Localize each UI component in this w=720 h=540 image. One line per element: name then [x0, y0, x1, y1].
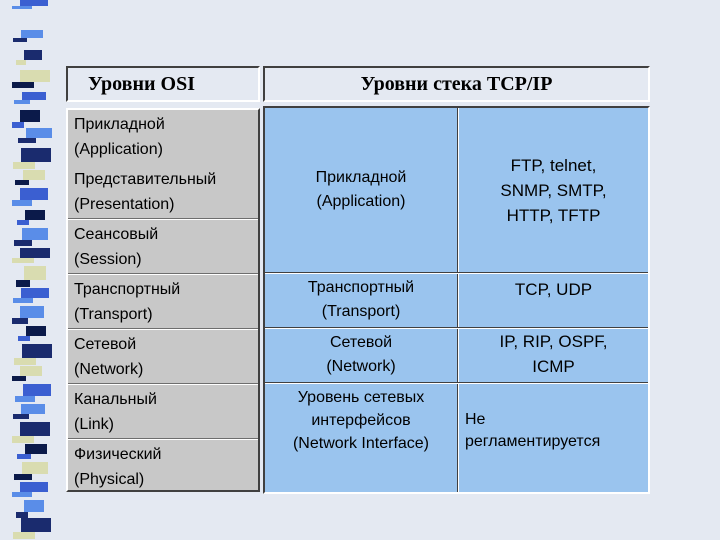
- protocol-line: SNMP, SMTP,: [500, 180, 607, 200]
- stripe-block: [18, 138, 36, 143]
- protocol-line: регламентируется: [465, 433, 601, 450]
- tcp-layer-application: [265, 108, 457, 272]
- osi-layer-transport: [68, 277, 258, 327]
- stripe-block: [13, 162, 35, 169]
- protocol-line: ICMP: [532, 357, 575, 376]
- tcp-layers-panel: [263, 106, 650, 494]
- stripe-block: [20, 422, 50, 436]
- osi-layer-name: Представительный: [74, 171, 217, 188]
- stripe-block: [15, 396, 35, 402]
- osi-separator: [68, 328, 258, 329]
- osi-separator: [68, 438, 258, 439]
- stripe-block: [20, 366, 42, 376]
- stripe-block: [14, 240, 32, 246]
- stripe-block: [23, 384, 51, 396]
- osi-layer-name: Сеансовый: [74, 226, 159, 243]
- stripe-block: [22, 228, 48, 240]
- osi-layer-session: [68, 222, 258, 272]
- stripe-block: [16, 280, 30, 287]
- osi-layer-name: Канальный: [74, 391, 157, 408]
- tcp-layer-english: (Transport): [321, 303, 401, 320]
- stripe-block: [24, 50, 42, 60]
- osi-layer-english: (Link): [74, 416, 115, 433]
- tcp-layer-english: (Application): [316, 193, 406, 210]
- stripe-block: [15, 180, 29, 185]
- osi-layer-english: (Session): [74, 251, 142, 268]
- osi-layer-name: Сетевой: [74, 336, 137, 353]
- tcp-layer-english: (Network Interface): [292, 434, 430, 452]
- osi-layer-network: [68, 332, 258, 382]
- osi-layer-english: (Network): [74, 361, 144, 378]
- osi-layer-name: Прикладной: [74, 116, 165, 133]
- stripe-block: [14, 100, 30, 104]
- stripe-block: [21, 30, 43, 38]
- stripe-block: [13, 38, 27, 42]
- tcp-layer-name: Прикладной: [315, 169, 407, 186]
- tcp-protocols-application: [459, 108, 648, 272]
- stripe-block: [17, 220, 29, 225]
- stripe-block: [14, 474, 32, 480]
- tcp-protocols-transport: [459, 273, 648, 305]
- stripe-block: [12, 6, 32, 9]
- protocol-line: Не: [465, 411, 486, 428]
- stripe-block: [21, 288, 49, 298]
- stripe-block: [13, 532, 35, 539]
- osi-layer-english: (Physical): [74, 471, 145, 488]
- stripe-block: [12, 492, 32, 497]
- osi-layer-link: [68, 387, 258, 437]
- stripe-block: [21, 518, 51, 532]
- stripe-block: [12, 436, 34, 443]
- stripe-block: [20, 110, 40, 122]
- osi-layer-name: Физический: [74, 446, 162, 463]
- osi-header: [66, 66, 260, 102]
- stripe-block: [22, 462, 48, 474]
- tcp-layer-name: Уровень сетевых: [297, 388, 425, 406]
- tcp-layer-network-interface: [265, 383, 457, 457]
- stripe-block: [20, 248, 50, 258]
- osi-layer-english: (Application): [74, 141, 163, 158]
- stripe-block: [12, 122, 24, 128]
- tcp-layer-transport: [265, 273, 457, 327]
- stripe-block: [14, 358, 36, 365]
- stripe-block: [20, 70, 50, 82]
- stripe-block: [20, 482, 48, 492]
- stripe-block: [20, 306, 44, 318]
- stripe-block: [24, 266, 46, 280]
- tcp-layer-name: интерфейсов: [311, 411, 411, 429]
- stripe-block: [23, 170, 45, 180]
- tcp-layer-english: (Network): [326, 358, 396, 375]
- stripe-block: [13, 298, 33, 303]
- osi-separator: [68, 218, 258, 219]
- osi-layer-name: Транспортный: [74, 281, 181, 298]
- stripe-block: [21, 148, 51, 162]
- stripe-block: [12, 82, 34, 88]
- osi-header-label: Уровни OSI: [88, 72, 195, 95]
- stripe-block: [20, 188, 48, 200]
- stripe-block: [18, 336, 30, 341]
- stripe-block: [26, 326, 46, 336]
- protocol-line: HTTP, TFTP: [506, 205, 601, 225]
- osi-layer-physical: [68, 442, 258, 492]
- stripe-block: [12, 200, 32, 206]
- stripe-block: [21, 404, 45, 414]
- stripe-block: [17, 454, 31, 459]
- osi-layer-english: (Transport): [74, 306, 153, 323]
- osi-layer-application: [68, 112, 258, 162]
- stripe-block: [26, 128, 52, 138]
- stripe-block: [12, 318, 28, 324]
- tcp-layer-name: Транспортный: [307, 279, 415, 296]
- tcp-layer-network: [265, 328, 457, 382]
- osi-layers-panel: [66, 108, 260, 492]
- osi-layer-english: (Presentation): [74, 196, 175, 213]
- stripe-block: [13, 414, 29, 419]
- stripe-block: [16, 60, 26, 65]
- stripe-block: [25, 444, 47, 454]
- stripe-block: [12, 258, 34, 263]
- stripe-block: [24, 500, 44, 512]
- osi-separator: [68, 383, 258, 384]
- tcp-protocols-network: [459, 328, 648, 380]
- stripe-block: [25, 210, 45, 220]
- tcp-header-label: Уровни стека TCP/IP: [360, 72, 553, 95]
- protocol-line: IP, RIP, OSPF,: [499, 332, 608, 351]
- tcp-layer-name: Сетевой: [329, 334, 393, 351]
- osi-separator: [68, 273, 258, 274]
- stripe-block: [22, 92, 46, 100]
- decorative-stripe: [0, 0, 62, 540]
- tcp-protocols-network-interface: [459, 406, 648, 456]
- tcp-header: [263, 66, 650, 102]
- protocol-line: FTP, telnet,: [510, 155, 597, 175]
- protocol-line: TCP, UDP: [514, 279, 593, 299]
- stripe-block: [12, 376, 26, 381]
- osi-layer-presentation: [68, 167, 258, 217]
- stripe-block: [22, 344, 52, 358]
